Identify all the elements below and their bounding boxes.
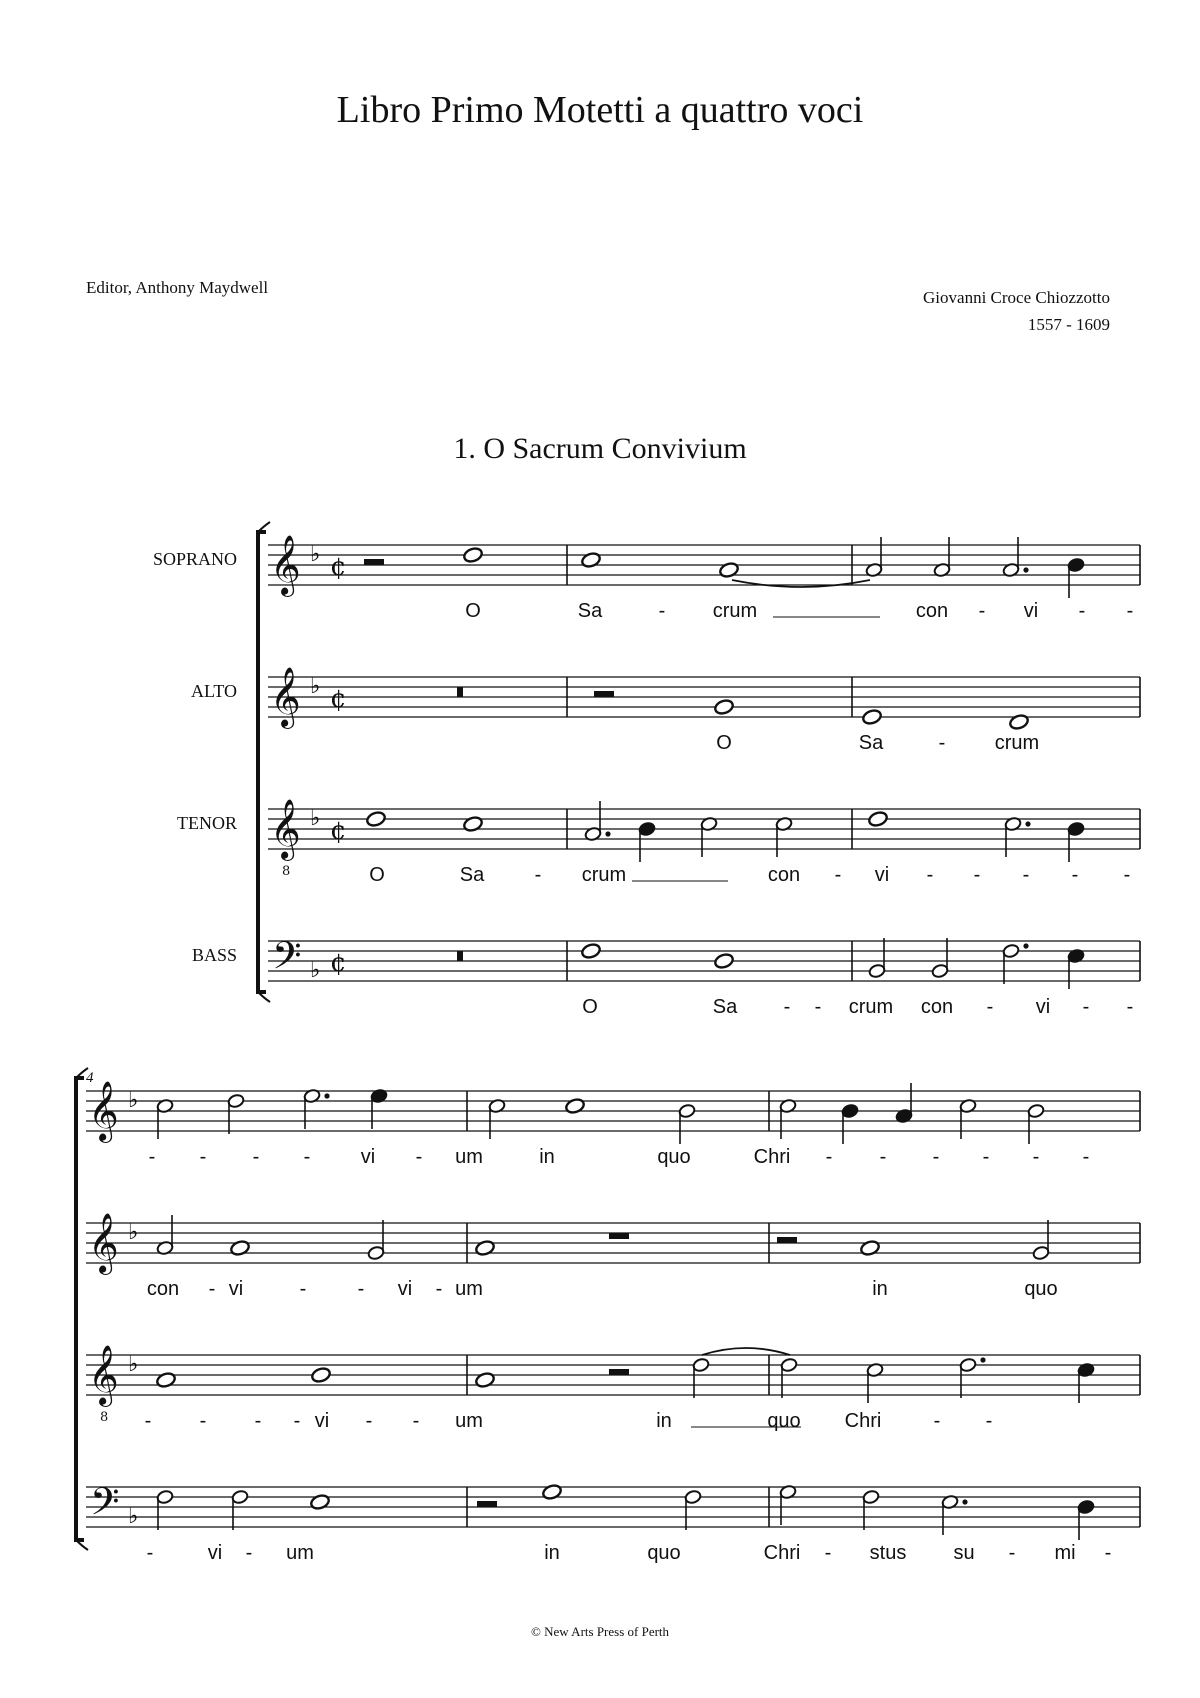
flat-sign: ♭ xyxy=(310,958,321,983)
note-head xyxy=(859,1239,880,1256)
lyric-syllable: - xyxy=(1082,1146,1090,1168)
lyric-syllable: - xyxy=(435,1278,443,1300)
lyric-syllable: um xyxy=(286,1542,314,1564)
lyric-syllable: - xyxy=(783,996,791,1018)
note-head xyxy=(474,1371,495,1388)
whole-rest xyxy=(609,1233,629,1239)
measure-number: 4 xyxy=(86,1070,94,1086)
note-head xyxy=(462,815,483,832)
voice-label: BASS xyxy=(191,945,237,965)
lyric-syllable: - xyxy=(879,1146,887,1168)
lyric-syllable: um xyxy=(455,1410,483,1432)
dot xyxy=(1023,943,1028,948)
lyric-syllable: - xyxy=(293,1410,301,1432)
lyric-syllable: con xyxy=(915,600,949,622)
lyric-syllable: Sa xyxy=(712,996,738,1018)
flat-sign: ♭ xyxy=(128,1504,139,1529)
lyric-syllable: - xyxy=(199,1146,207,1168)
dot xyxy=(324,1093,329,1098)
copyright-footer: © New Arts Press of Perth xyxy=(530,1624,670,1639)
lyric-syllable: - xyxy=(834,864,842,886)
flat-sign: ♭ xyxy=(310,806,321,831)
note-head xyxy=(155,1371,176,1388)
composer-dates: 1557 - 1609 xyxy=(1027,315,1110,334)
tie xyxy=(702,1348,790,1355)
octave-mark: 8 xyxy=(100,1410,109,1425)
voice-label: ALTO xyxy=(190,681,237,701)
lyric-syllable: - xyxy=(199,1410,207,1432)
lyric-syllable: quo xyxy=(647,1542,681,1564)
lyric-syllable: - xyxy=(978,600,986,622)
treble-clef: 𝄞 xyxy=(270,667,301,727)
lyric-syllable: - xyxy=(982,1146,990,1168)
lyric-syllable: - xyxy=(1082,996,1090,1018)
lyric-syllable: Chri xyxy=(753,1146,791,1168)
lyric-syllable: in xyxy=(872,1278,888,1300)
half-rest xyxy=(477,1501,497,1507)
lyric-syllable: - xyxy=(932,1146,940,1168)
note-head xyxy=(1008,713,1029,730)
lyric-syllable: con xyxy=(920,996,954,1018)
breve-rest xyxy=(457,687,463,697)
treble-clef: 𝄞 xyxy=(88,1081,119,1141)
lyric-syllable: - xyxy=(973,864,981,886)
score-system-1 xyxy=(153,522,1140,1018)
lyric-syllable: vi xyxy=(874,864,890,886)
half-rest xyxy=(594,691,614,697)
lyric-syllable: Sa xyxy=(577,600,603,622)
lyric-syllable: Sa xyxy=(459,864,485,886)
breve-rest xyxy=(457,951,463,961)
lyric-syllable: O xyxy=(582,996,598,1018)
lyric-syllable: - xyxy=(245,1542,253,1564)
lyric-syllable: - xyxy=(926,864,934,886)
lyric-syllable: - xyxy=(148,1146,156,1168)
lyric-syllable: - xyxy=(365,1410,373,1432)
piece-title: 1. O Sacrum Convivium xyxy=(453,432,747,465)
lyric-syllable: su xyxy=(953,1542,975,1564)
lyric-syllable: - xyxy=(1008,1542,1016,1564)
lyric-syllable: crum xyxy=(994,732,1040,754)
note-head xyxy=(365,810,386,827)
lyric-syllable: crum xyxy=(712,600,758,622)
lyric-syllable: in xyxy=(544,1542,560,1564)
cut-time: ¢ xyxy=(330,816,347,846)
lyric-syllable: O xyxy=(716,732,732,754)
flat-sign: ♭ xyxy=(128,1220,139,1245)
half-rest xyxy=(364,559,384,565)
note-head xyxy=(580,942,601,959)
bass-clef: 𝄢 xyxy=(272,933,302,987)
lyric-syllable: - xyxy=(1104,1542,1112,1564)
lyric-syllable: quo xyxy=(1024,1278,1058,1300)
lyric-syllable: - xyxy=(1123,864,1131,886)
lyric-syllable: vi xyxy=(1035,996,1051,1018)
lyric-syllable: Chri xyxy=(763,1542,801,1564)
lyric-syllable: stus xyxy=(869,1542,907,1564)
note-head xyxy=(867,810,888,827)
lyric-syllable: - xyxy=(658,600,666,622)
lyric-syllable: - xyxy=(825,1146,833,1168)
note-head xyxy=(474,1239,495,1256)
lyric-syllable: um xyxy=(455,1146,483,1168)
lyric-syllable: - xyxy=(1071,864,1079,886)
dot xyxy=(962,1499,967,1504)
lyric-syllable: - xyxy=(814,996,822,1018)
lyric-syllable: crum xyxy=(848,996,894,1018)
lyric-syllable: - xyxy=(1032,1146,1040,1168)
flat-sign: ♭ xyxy=(310,674,321,699)
lyric-syllable: vi xyxy=(397,1278,413,1300)
lyric-syllable: - xyxy=(534,864,542,886)
lyric-syllable: quo xyxy=(657,1146,691,1168)
lyric-syllable: - xyxy=(412,1410,420,1432)
lyric-syllable: - xyxy=(146,1542,154,1564)
note-head xyxy=(310,1366,331,1383)
lyric-syllable: mi xyxy=(1054,1542,1076,1564)
lyric-syllable: - xyxy=(144,1410,152,1432)
lyric-syllable: vi xyxy=(207,1542,223,1564)
lyric-syllable: - xyxy=(986,996,994,1018)
lyric-syllable: O xyxy=(465,600,481,622)
note-head xyxy=(713,698,734,715)
lyric-syllable: Sa xyxy=(858,732,884,754)
lyric-syllable: - xyxy=(1022,864,1030,886)
note-head xyxy=(462,546,483,563)
lyric-syllable: crum xyxy=(581,864,627,886)
half-rest xyxy=(777,1237,797,1243)
cut-time: ¢ xyxy=(330,552,347,582)
cut-time: ¢ xyxy=(330,948,347,978)
lyric-syllable: vi xyxy=(1023,600,1039,622)
lyric-syllable: - xyxy=(299,1278,307,1300)
note-head xyxy=(564,1097,585,1114)
half-rest xyxy=(609,1369,629,1375)
note-head xyxy=(541,1483,562,1500)
lyric-syllable: vi xyxy=(360,1146,376,1168)
octave-mark: 8 xyxy=(282,864,291,879)
flat-sign: ♭ xyxy=(310,542,321,567)
dot xyxy=(1025,821,1030,826)
flat-sign: ♭ xyxy=(128,1088,139,1113)
lyric-syllable: O xyxy=(369,864,385,886)
note-head xyxy=(309,1493,330,1510)
treble-clef: 𝄞 xyxy=(270,799,301,859)
lyric-syllable: - xyxy=(824,1542,832,1564)
voice-label: TENOR xyxy=(177,813,237,833)
editor-credit: Editor, Anthony Maydwell xyxy=(86,278,269,297)
system-bracket xyxy=(76,1078,84,1540)
note-head xyxy=(718,561,739,578)
lyric-syllable: in xyxy=(539,1146,555,1168)
treble-clef: 𝄞 xyxy=(88,1213,119,1273)
note-head xyxy=(580,551,601,568)
lyric-syllable: - xyxy=(1126,600,1134,622)
lyric-syllable: - xyxy=(254,1410,262,1432)
dot xyxy=(980,1357,985,1362)
lyric-syllable: - xyxy=(933,1410,941,1432)
lyric-syllable: um xyxy=(455,1278,483,1300)
lyric-syllable: in xyxy=(656,1410,672,1432)
lyric-syllable: con xyxy=(146,1278,180,1300)
system-bracket xyxy=(258,532,266,992)
dot xyxy=(1023,567,1028,572)
lyric-syllable: - xyxy=(415,1146,423,1168)
flat-sign: ♭ xyxy=(128,1352,139,1377)
tie xyxy=(732,580,870,587)
lyric-syllable: - xyxy=(303,1146,311,1168)
lyric-syllable: - xyxy=(1126,996,1134,1018)
voice-label: SOPRANO xyxy=(152,549,237,569)
lyric-syllable: con xyxy=(767,864,801,886)
cut-time: ¢ xyxy=(330,684,347,714)
lyric-syllable: - xyxy=(938,732,946,754)
lyric-syllable: - xyxy=(357,1278,365,1300)
lyric-syllable: - xyxy=(208,1278,216,1300)
lyric-syllable: vi xyxy=(228,1278,244,1300)
composer-name: Giovanni Croce Chiozzotto xyxy=(923,288,1110,307)
lyric-syllable: - xyxy=(1078,600,1086,622)
note-head xyxy=(229,1239,250,1256)
note-head xyxy=(713,952,734,969)
lyric-syllable: vi xyxy=(314,1410,330,1432)
note-head xyxy=(861,708,882,725)
lyric-syllable: quo xyxy=(767,1410,801,1432)
dot xyxy=(605,831,610,836)
lyric-syllable: Chri xyxy=(844,1410,882,1432)
treble-clef: 𝄞 xyxy=(270,535,301,595)
collection-title: Libro Primo Motetti a quattro voci xyxy=(336,89,864,131)
bass-clef: 𝄢 xyxy=(90,1479,120,1533)
lyric-syllable: - xyxy=(252,1146,260,1168)
treble-clef: 𝄞 xyxy=(88,1345,119,1405)
lyric-syllable: - xyxy=(985,1410,993,1432)
score-system-2 xyxy=(76,1068,1140,1564)
